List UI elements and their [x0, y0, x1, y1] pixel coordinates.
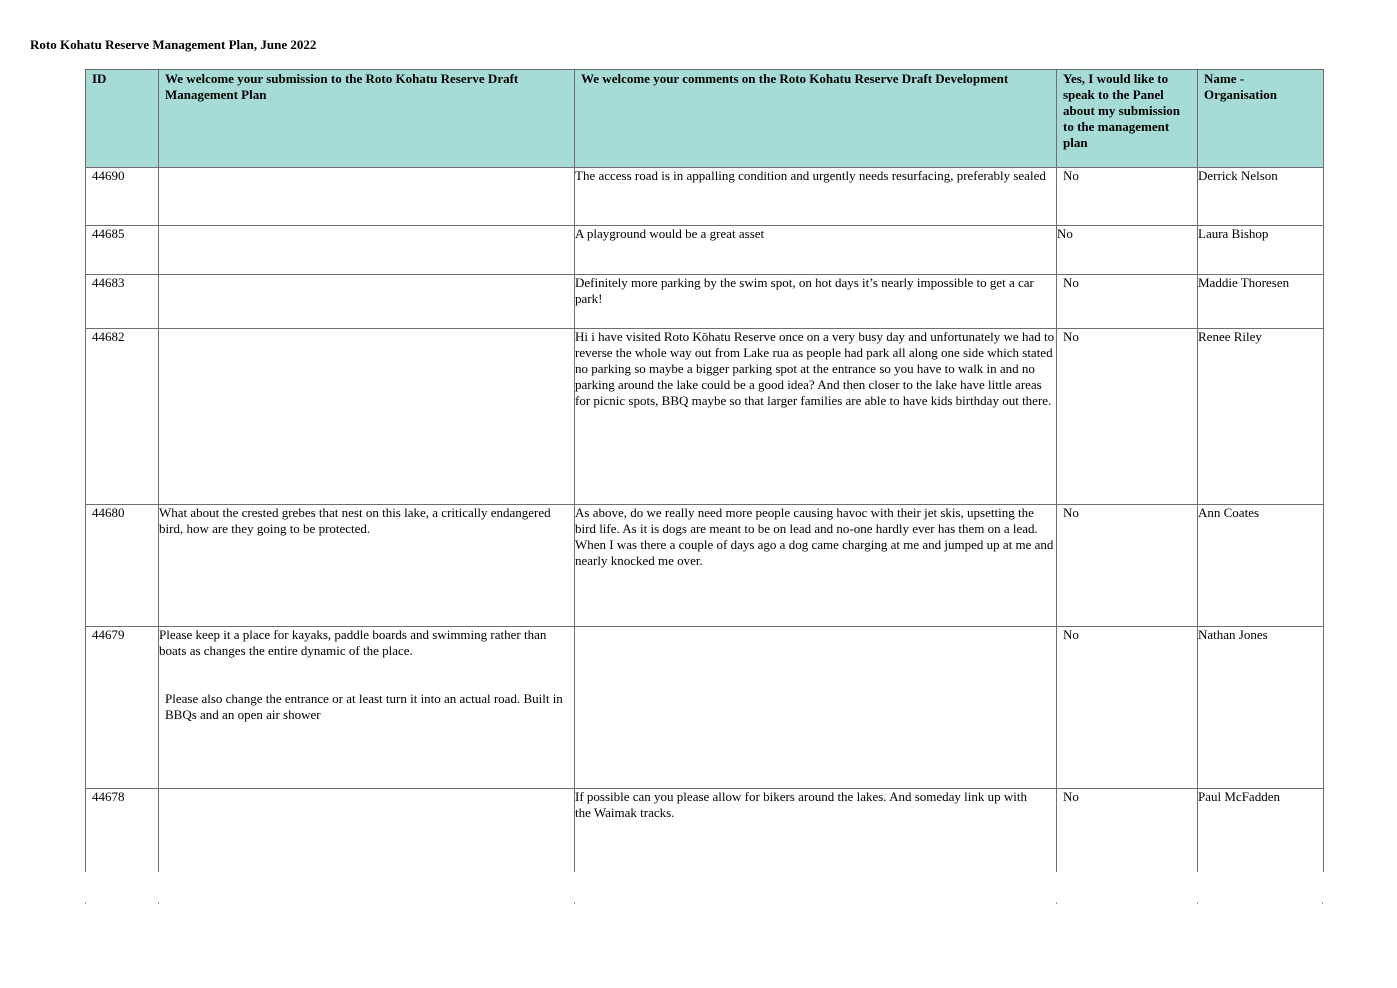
table-row — [86, 226, 1324, 275]
cell-development: As above, do we really need more people causing havoc with their jet skis, upsetting the bird life. As it is dogs are meant to be on lead and no-one hardly ever has them on a lead. When I was there a couple of days ago a dog came charging at me and jumped up at me and nearly knocked me over. — [575, 505, 1057, 627]
cell-speak: No — [1057, 627, 1198, 789]
cell-plan: What about the crested grebes that nest on this lake, a critically endangered bird, how are they going to be protected. — [159, 505, 575, 627]
cell-id: 44680 — [86, 505, 159, 627]
table-row — [86, 275, 1324, 329]
column-mark — [574, 902, 575, 904]
cell-speak: No — [1057, 329, 1198, 505]
cell-name: Derrick Nelson — [1198, 168, 1324, 226]
cell-plan — [159, 789, 575, 872]
column-mark — [1322, 902, 1323, 904]
cell-development: Hi i have visited Roto Kōhatu Reserve once on a very busy day and unfortunately we had to reverse the whole way out from Lake rua as people had park all along one side which stated no parking so maybe a bigger parking spot at the entrance so you have to walk in and no parking around the lake could be a good idea? And then closer to the lake have little areas for picnic spots, BBQ maybe so that larger families are able to have kids birthday out there. — [575, 329, 1057, 505]
cell-speak: No — [1057, 168, 1198, 226]
plan-paragraph-1: Please keep it a place for kayaks, paddle boards and swimming rather than boats as changes the entire dynamic of the place. — [159, 627, 547, 658]
cell-id: 44685 — [86, 226, 159, 275]
cell-speak: No — [1057, 505, 1198, 627]
cell-id: 44679 — [86, 627, 159, 789]
header-name-organisation: Name - Organisation — [1198, 70, 1324, 168]
cell-speak: No — [1057, 226, 1198, 275]
cell-speak: No — [1057, 789, 1198, 872]
cell-development: Definitely more parking by the swim spot, on hot days it’s nearly impossible to get a car park! — [575, 275, 1057, 329]
cell-development: A playground would be a great asset — [575, 226, 1057, 275]
table-header-row — [86, 70, 1324, 168]
cell-plan — [159, 329, 575, 505]
cell-plan — [159, 275, 575, 329]
table-row — [86, 789, 1324, 872]
cell-speak: No — [1057, 275, 1198, 329]
cell-name: Maddie Thoresen — [1198, 275, 1324, 329]
cell-plan — [159, 627, 575, 789]
cell-name: Renee Riley — [1198, 329, 1324, 505]
cell-id: 44683 — [86, 275, 159, 329]
cell-id: 44678 — [86, 789, 159, 872]
column-mark — [158, 902, 159, 904]
table-row — [86, 505, 1324, 627]
column-mark — [85, 902, 86, 904]
header-development-comments: We welcome your comments on the Roto Kohatu Reserve Draft Development — [575, 70, 1057, 168]
submissions-table — [85, 69, 1324, 872]
table-row — [86, 168, 1324, 226]
table-row — [86, 329, 1324, 505]
cell-plan — [159, 226, 575, 275]
cell-development — [575, 627, 1057, 789]
table-row — [86, 627, 1324, 789]
cell-name: Laura Bishop — [1198, 226, 1324, 275]
cell-id: 44690 — [86, 168, 159, 226]
header-id: ID — [86, 70, 159, 168]
header-speak-to-panel: Yes, I would like to speak to the Panel about my submission to the management plan — [1057, 70, 1198, 168]
cell-name: Nathan Jones — [1198, 627, 1324, 789]
cell-development: The access road is in appalling condition and urgently needs resurfacing, preferably sealed — [575, 168, 1057, 226]
cell-name: Ann Coates — [1198, 505, 1324, 627]
cell-name: Paul McFadden — [1198, 789, 1324, 872]
plan-paragraph-2: Please also change the entrance or at least turn it into an actual road. Built in BBQs and an open air shower — [165, 691, 563, 722]
column-mark — [1056, 902, 1057, 904]
cell-id: 44682 — [86, 329, 159, 505]
column-mark — [1197, 902, 1198, 904]
cell-development: If possible can you please allow for bikers around the lakes. And someday link up with the Waimak tracks. — [575, 789, 1057, 872]
header-plan-submission: We welcome your submission to the Roto Kohatu Reserve Draft Management Plan — [159, 70, 575, 168]
cell-plan — [159, 168, 575, 226]
document-title: Roto Kohatu Reserve Management Plan, June 2022 — [30, 37, 317, 52]
